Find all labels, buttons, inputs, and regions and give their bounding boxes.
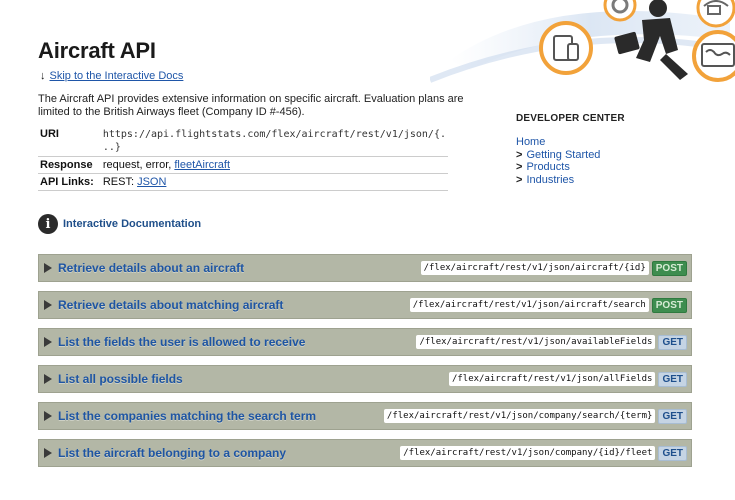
expand-triangle-icon	[44, 337, 52, 347]
uri-line-1: https://api.flightstats.com/flex/aircraft/rest/v1/json/{.	[102, 129, 446, 140]
json-link[interactable]: JSON	[137, 176, 167, 188]
hero-illustration	[430, 0, 735, 88]
endpoint-summary[interactable]: List the companies matching the search term	[58, 409, 317, 423]
caret-icon: >	[516, 161, 523, 173]
intro-text: The Aircraft API provides extensive information on specific aircraft. Evaluation plans are limited to the British Airways fleet (Company ID #-456).	[38, 93, 464, 118]
expand-triangle-icon	[44, 411, 52, 421]
gear-icon	[605, 0, 635, 20]
nav-industries-link[interactable]	[516, 174, 625, 187]
endpoint-row[interactable]	[38, 402, 692, 430]
info-icon: i	[38, 214, 58, 234]
method-badge: POST	[652, 261, 687, 276]
endpoint-path: /flex/aircraft/rest/v1/json/company/{id}/fleet	[400, 446, 655, 460]
developer-center	[516, 113, 625, 186]
endpoint-summary[interactable]: List the aircraft belonging to a company	[58, 446, 287, 460]
uri-label: URI	[38, 126, 101, 157]
endpoint-row[interactable]	[38, 291, 692, 319]
method-badge: GET	[658, 372, 687, 387]
endpoint-row[interactable]	[38, 328, 692, 356]
world-map-icon	[694, 32, 735, 80]
uri-line-2: ..}	[102, 142, 121, 153]
endpoint-path: /flex/aircraft/rest/v1/json/aircraft/{id}	[421, 261, 649, 275]
nav-products-link[interactable]	[516, 161, 625, 174]
endpoint-summary[interactable]: List the fields the user is allowed to receive	[58, 335, 306, 349]
endpoint-summary[interactable]: Retrieve details about matching aircraft	[58, 298, 284, 312]
endpoint-summary[interactable]: List all possible fields	[58, 372, 183, 386]
method-badge: GET	[658, 335, 687, 350]
api-links-value	[101, 174, 448, 191]
expand-triangle-icon	[44, 448, 52, 458]
nav-getting-started-label: Getting Started	[526, 148, 601, 161]
api-links-label: API Links:	[38, 174, 101, 191]
endpoint-row[interactable]	[38, 365, 692, 393]
response-row	[38, 157, 448, 174]
nav-home-link[interactable]: Home	[516, 136, 546, 148]
endpoint-path: /flex/aircraft/rest/v1/json/allFields	[449, 372, 655, 386]
expand-triangle-icon	[44, 374, 52, 384]
api-links-row	[38, 174, 448, 191]
developer-center-heading: DEVELOPER CENTER	[516, 113, 625, 124]
globe-icon	[698, 0, 734, 26]
hero-graphic	[430, 0, 735, 88]
method-badge: GET	[658, 446, 687, 461]
method-badge: GET	[658, 409, 687, 424]
nav-products-label: Products	[526, 161, 570, 173]
interactive-docs-header	[38, 214, 201, 234]
tablet-icon	[541, 23, 591, 73]
endpoint-row[interactable]	[38, 439, 692, 467]
endpoint-path: /flex/aircraft/rest/v1/json/company/search/{term}	[384, 409, 656, 423]
endpoint-row[interactable]	[38, 254, 692, 282]
nav-industries-label: Industries	[526, 173, 575, 186]
interactive-docs-title: Interactive Documentation	[63, 218, 202, 230]
skip-to-docs-link[interactable]: Skip to the Interactive Docs	[49, 70, 184, 82]
rest-text: REST:	[102, 176, 138, 188]
expand-triangle-icon	[44, 300, 52, 310]
nav-getting-started-link[interactable]	[516, 149, 625, 162]
page-title: Aircraft API	[38, 38, 156, 63]
caret-icon: >	[516, 148, 523, 161]
fleet-aircraft-link[interactable]: fleetAircraft	[174, 159, 231, 171]
caret-icon: >	[516, 173, 523, 186]
response-label: Response	[38, 157, 101, 174]
endpoint-summary[interactable]: Retrieve details about an aircraft	[58, 261, 245, 275]
skip-link-row	[40, 70, 183, 82]
response-value	[101, 157, 448, 174]
developer-center-nav	[516, 136, 625, 186]
endpoint-path: /flex/aircraft/rest/v1/json/aircraft/search	[410, 298, 649, 312]
api-meta-table	[38, 126, 448, 191]
method-badge: POST	[652, 298, 687, 313]
uri-row	[38, 126, 448, 157]
endpoint-path: /flex/aircraft/rest/v1/json/availableFields	[416, 335, 655, 349]
uri-value	[101, 126, 448, 157]
response-text: request, error,	[102, 159, 175, 171]
expand-triangle-icon	[44, 263, 52, 273]
arrow-down-icon: ↓	[40, 70, 46, 82]
